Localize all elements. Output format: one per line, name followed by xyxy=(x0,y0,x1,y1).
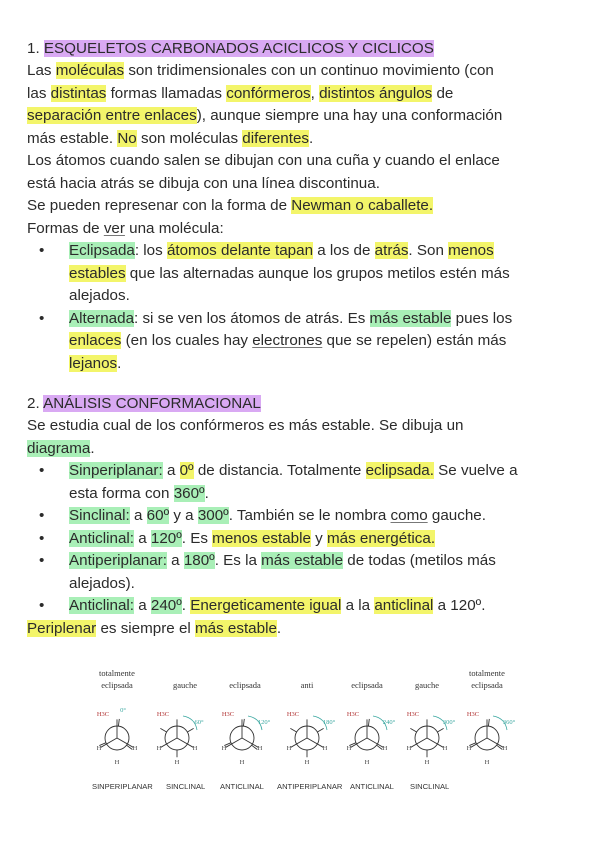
section-2-heading xyxy=(27,393,577,415)
caption-totalmente: totalmente xyxy=(469,668,505,678)
paragraph-line: Las moléculas son tridimensionales con un continuo movimiento (con xyxy=(27,62,494,79)
caption-gauche: gauche xyxy=(414,680,440,690)
bullet-item-anticlinal-240: • Anticlinal: a 240º. Energeticamente igual a la anticlinal a 120º. xyxy=(27,595,577,618)
hydrogen-label: H xyxy=(442,745,448,752)
paragraph-line: está hacia atrás se dibuja con una línea discontinua. xyxy=(27,174,380,192)
caption-eclipsada: eclipsada xyxy=(351,680,383,690)
bullet-dot: • xyxy=(39,552,45,569)
back-bond xyxy=(118,719,119,726)
caption-eclipsada: eclipsada xyxy=(229,680,261,690)
label-sinperiplanar: SINPERIPLANAR xyxy=(92,782,153,791)
document-page xyxy=(27,38,577,640)
hydrogen-label: H xyxy=(96,745,102,752)
section-1-number: 1. xyxy=(27,40,40,57)
angle-label: 180° xyxy=(322,719,336,726)
bullet-item-sinclinal: • Sinclinal: a 60º y a 300º. También se le nombra como gauche. xyxy=(27,505,577,528)
paragraph-line: Periplenar es siempre el más estable. xyxy=(27,619,282,637)
bullet-continuation: enlaces (en los cuales hay electrones que se repelen) están más xyxy=(69,332,507,349)
angle-label: 60° xyxy=(194,719,204,726)
back-bond xyxy=(368,719,369,726)
label-sinclinal: SINCLINAL xyxy=(410,782,450,791)
bullet-item-antiperiplanar: • Antiperiplanar: a 180º. Es la más estable de todas (metilos más xyxy=(27,550,577,573)
methyl-label: H3C xyxy=(96,711,110,718)
hydrogen-label: H xyxy=(346,745,352,752)
caption-gauche: gauche xyxy=(172,680,198,690)
methyl-label: H3C xyxy=(221,711,235,718)
back-bond xyxy=(317,728,323,732)
paragraph-line: separación entre enlaces), aunque siempre una hay una conformación xyxy=(27,107,503,124)
hydrogen-label: H xyxy=(466,745,472,752)
methyl-label: H3C xyxy=(406,711,420,718)
paragraph-line: Se estudia cual de los confórmeros es más estable. Se dibuja un xyxy=(27,417,464,434)
newman-projections xyxy=(92,668,522,778)
caption-anti: anti xyxy=(300,680,314,690)
paragraph-line: Formas de ver una molécula: xyxy=(27,219,224,237)
hydrogen-label: H xyxy=(221,745,227,752)
hydrogen-label: H xyxy=(132,745,138,752)
paragraph-line: las distintas formas llamadas confórmeros, distintos ángulos de xyxy=(27,84,454,102)
bullet-item-eclipsada: • Eclipsada: los átomos delante tapan a los de atrás. Son menos xyxy=(27,240,577,263)
back-bond xyxy=(290,728,296,732)
hydrogen-label: H xyxy=(322,745,328,752)
bullet-continuation: estables que las alternadas aunque los grupos metilos estén más xyxy=(69,264,510,282)
hydrogen-label: H xyxy=(424,759,430,766)
section-2-number: 2. xyxy=(27,395,40,412)
bullet-dot: • xyxy=(39,529,45,547)
hydrogen-label: H xyxy=(174,759,180,766)
back-bond xyxy=(488,719,489,726)
hydrogen-label: H xyxy=(114,759,120,766)
methyl-label: H3C xyxy=(466,711,480,718)
bullet-item-anticlinal: • Anticlinal: a 120º. Es menos estable y más energética. xyxy=(27,528,577,551)
paragraph-line: Los átomos cuando salen se dibujan con una cuña y cuando el enlace xyxy=(27,152,500,169)
section-1-title: ESQUELETOS CARBONADOS ACICLICOS Y CICLICOS xyxy=(43,40,434,57)
angle-label: 120° xyxy=(257,719,271,726)
hydrogen-label: H xyxy=(502,745,508,752)
hydrogen-label: H xyxy=(364,759,370,766)
bullet-dot: • xyxy=(39,309,45,327)
bullet-item-alternada: • Alternada: si se ven los átomos de atrás. Es más estable pues los xyxy=(27,308,577,331)
caption-eclipsada: eclipsada xyxy=(471,680,503,690)
label-anticlinal: ANTICLINAL xyxy=(220,782,264,791)
angle-label: 240° xyxy=(382,719,396,726)
angle-label: 0° xyxy=(120,707,126,714)
hydrogen-label: H xyxy=(304,759,310,766)
caption-totalmente: totalmente xyxy=(99,668,135,678)
hydrogen-label: H xyxy=(239,759,245,766)
label-anticlinal: ANTICLINAL xyxy=(350,782,394,791)
bullet-item-sinperiplanar: • Sinperiplanar: a 0º de distancia. Totalmente eclipsada. Se vuelve a xyxy=(27,460,577,483)
hydrogen-label: H xyxy=(382,745,388,752)
caption-eclipsada: eclipsada xyxy=(101,680,133,690)
hydrogen-label: H xyxy=(156,745,162,752)
hydrogen-label: H xyxy=(406,745,412,752)
bullet-continuation: esta forma con 360º. xyxy=(69,484,209,502)
section-1-heading xyxy=(27,38,577,60)
paragraph-line: más estable. No son moléculas diferentes. xyxy=(27,129,314,147)
bullet-continuation: alejados). xyxy=(69,574,135,592)
bullet-continuation: alejados. xyxy=(69,287,130,304)
bullet-dot: • xyxy=(39,462,45,479)
paragraph-line: Se pueden represenar con la forma de Newman o caballete. xyxy=(27,197,434,214)
hydrogen-label: H xyxy=(286,745,292,752)
section-2-title: ANÁLISIS CONFORMACIONAL xyxy=(43,395,261,412)
back-bond xyxy=(410,728,416,732)
back-bond xyxy=(243,719,244,726)
label-sinclinal: SINCLINAL xyxy=(166,782,206,791)
label-antiperiplanar: ANTIPERIPLANAR xyxy=(277,782,343,791)
methyl-label: H3C xyxy=(346,711,360,718)
angle-label: 360° xyxy=(502,719,516,726)
bullet-dot: • xyxy=(39,507,45,524)
bullet-dot: • xyxy=(39,242,45,259)
back-bond xyxy=(437,728,443,732)
methyl-label: H3C xyxy=(156,711,170,718)
hydrogen-label: H xyxy=(192,745,198,752)
bullet-continuation: lejanos. xyxy=(69,354,122,372)
back-bond xyxy=(160,728,166,732)
newman-projection-figure xyxy=(92,668,522,798)
hydrogen-label: H xyxy=(484,759,490,766)
bullet-dot: • xyxy=(39,597,45,614)
angle-label: 300° xyxy=(442,719,456,726)
paragraph-line: diagrama. xyxy=(27,439,95,457)
back-bond xyxy=(187,728,193,732)
hydrogen-label: H xyxy=(257,745,263,752)
methyl-label: H3C xyxy=(286,711,300,718)
